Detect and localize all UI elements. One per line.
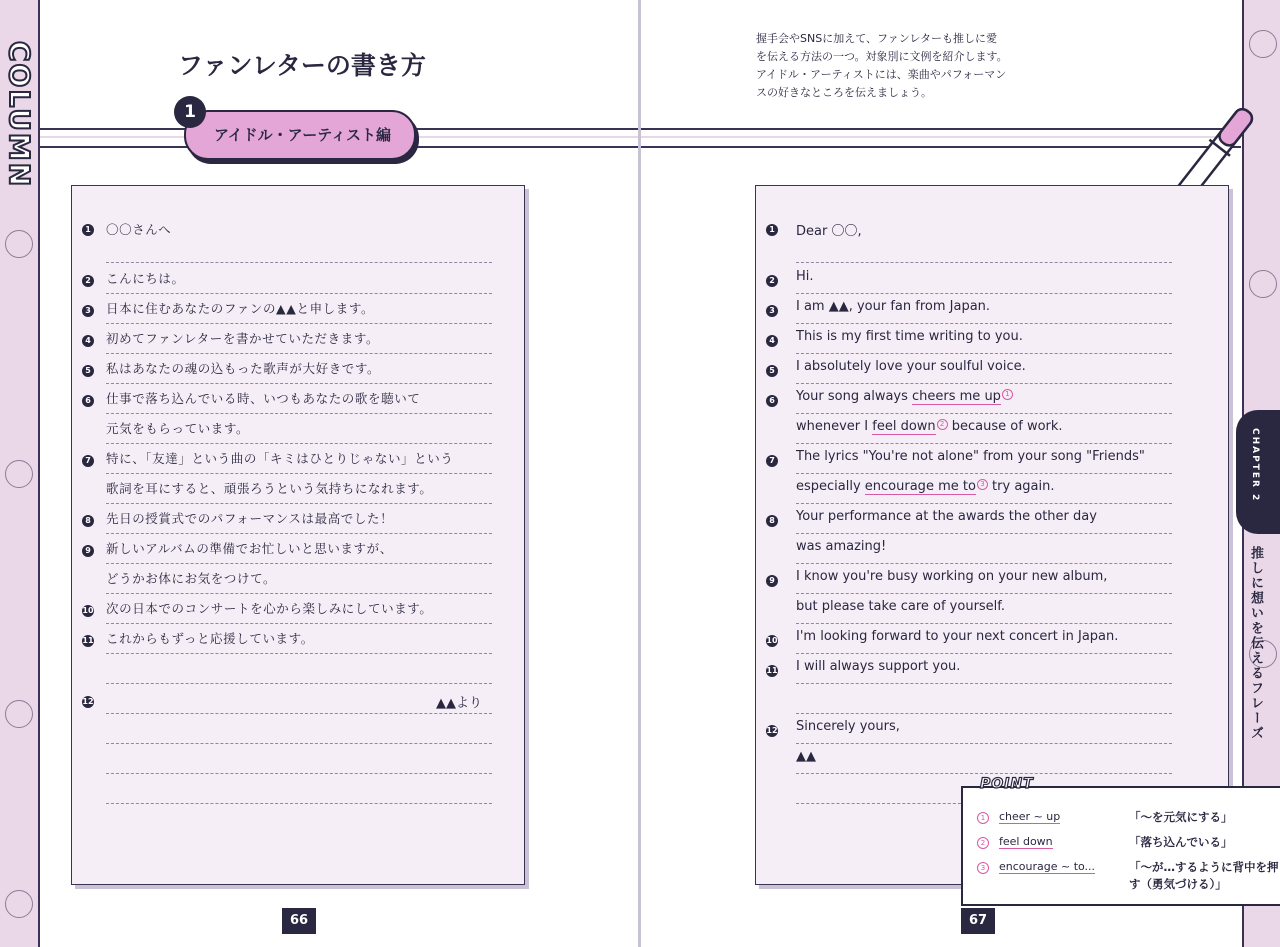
line-number-badge: 6: [82, 395, 94, 407]
letter-line-text: 初めてファンレターを書かせていただきます。: [106, 331, 380, 346]
text-segment: whenever I: [796, 419, 873, 434]
letter-line-text: Your performance at the awards the other day: [796, 509, 1097, 524]
letter-line-text: was amazing!: [796, 539, 887, 554]
line-number-badge: 4: [82, 335, 94, 347]
letter-line-text: Hi.: [796, 269, 814, 284]
letter-line-text: I will always support you.: [796, 659, 961, 674]
letter-line: [796, 473, 1172, 504]
key-phrase-feel-down: feel down: [872, 419, 936, 434]
letter-line: [796, 743, 1172, 774]
point-box: [961, 786, 1280, 906]
point-item: [977, 808, 1277, 830]
point-item-number: 3: [977, 862, 989, 874]
floral-decoration: [1249, 270, 1277, 298]
letter-line: [106, 593, 492, 624]
letter-line-text: Sincerely yours,: [796, 719, 900, 734]
page-number: 67: [961, 908, 995, 934]
letter-line: [796, 413, 1172, 444]
line-number-badge: 10: [82, 606, 94, 615]
letter-line-blank: [106, 713, 492, 744]
key-phrase-encourage-me-to: encourage me to: [864, 479, 976, 494]
letter-line-text: 歌詞を耳にすると、頑張ろうという気持ちになれます。: [106, 481, 433, 496]
letter-line: [106, 623, 492, 654]
letter-line: [796, 293, 1172, 324]
letter-line: [796, 623, 1172, 654]
letter-line-text: 新しいアルバムの準備でお忙しいと思いますが、: [106, 541, 393, 556]
letter-line: [796, 443, 1172, 474]
letter-line: [106, 443, 492, 474]
letter-line: [106, 503, 492, 534]
section-number-badge: 1: [174, 96, 206, 128]
point-item-number: 2: [977, 837, 989, 849]
letter-line: [106, 263, 492, 294]
point-item-term: encourage ~ to...: [999, 860, 1096, 873]
letter-line: [796, 533, 1172, 564]
point-item-meaning: 「～を元気にする」: [1129, 810, 1233, 824]
letter-line-text: The lyrics "You're not alone" from your song "Friends": [796, 449, 1145, 464]
line-number-badge: 8: [82, 515, 94, 527]
point-item-number: 1: [977, 812, 989, 824]
chapter-tab: [1236, 410, 1280, 534]
letter-line-text: 次の日本でのコンサートを心から楽しみにしています。: [106, 601, 433, 616]
letter-line: [796, 353, 1172, 384]
line-number-badge: 2: [82, 275, 94, 287]
letter-line-text: 先日の授賞式でのパフォーマンスは最高でした！: [106, 511, 394, 526]
point-item: [977, 833, 1277, 855]
letter-line-blank: [106, 743, 492, 774]
letter-line: [106, 683, 492, 714]
page-title: ファンレターの書き方: [178, 51, 426, 80]
letter-line-text: This is my first time writing to you.: [796, 329, 1023, 344]
line-number-badge: 12: [82, 697, 94, 706]
letter-line: [796, 593, 1172, 624]
line-number-badge: 4: [766, 335, 778, 347]
letter-line: [796, 214, 1172, 263]
text-segment: Your song always: [796, 389, 913, 404]
line-number-badge: 7: [766, 455, 778, 467]
letter-line-text: [796, 389, 1013, 404]
letter-line-text: Dear 〇〇,: [796, 224, 862, 239]
text-segment: because of work.: [947, 419, 1063, 434]
line-number-badge: 2: [766, 275, 778, 287]
letter-line: [106, 563, 492, 594]
line-number-badge: 3: [766, 305, 778, 317]
letter-line: [796, 323, 1172, 354]
point-item: [977, 858, 1279, 891]
section-pill: [184, 110, 416, 160]
letter-line-blank: [796, 683, 1172, 714]
letter-line: [106, 214, 492, 263]
letter-line-text: ▲▲: [796, 749, 816, 764]
floral-decoration: [5, 890, 33, 918]
letter-line-text: こんにちは。: [106, 271, 185, 286]
letter-line: [796, 713, 1172, 744]
letter-line: [106, 383, 492, 414]
letter-line-blank: [106, 773, 492, 804]
letter-line-text: but please take care of yourself.: [796, 599, 1006, 614]
letter-line: [106, 533, 492, 564]
letter-line-text: これからもずっと応援しています。: [106, 631, 314, 646]
point-marker: 3: [977, 479, 988, 490]
line-number-badge: 6: [766, 395, 778, 407]
letter-line-text: I know you're busy working on your new album,: [796, 569, 1108, 584]
letter-line: [796, 263, 1172, 294]
chapter-tab-label: CHAPTER 2: [1250, 428, 1260, 503]
letter-line-blank: [106, 653, 492, 684]
point-item-term: feel down: [999, 835, 1053, 848]
point-item-term: cheer ~ up: [999, 810, 1061, 823]
line-number-badge: 9: [766, 575, 778, 587]
floral-decoration: [5, 460, 33, 488]
letter-line: [106, 353, 492, 384]
text-segment: especially: [796, 479, 865, 494]
letter-line: [796, 653, 1172, 684]
line-number-badge: 11: [82, 636, 94, 645]
letter-signature: ▲▲より: [436, 696, 482, 711]
letter-line: [796, 383, 1172, 414]
line-number-badge: 12: [766, 726, 778, 735]
page-number: 66: [282, 908, 316, 934]
letter-line-text: 仕事で落ち込んでいる時、いつもあなたの歌を聴いて: [106, 391, 421, 406]
line-number-badge: 11: [766, 666, 778, 675]
point-title: POINT: [980, 776, 1034, 792]
letter-line-text: I absolutely love your soulful voice.: [796, 359, 1026, 374]
letter-line-text: I am ▲▲, your fan from Japan.: [796, 299, 991, 314]
letter-line: [106, 293, 492, 324]
letter-line: [106, 323, 492, 354]
letter-line-text: I'm looking forward to your next concert in Japan.: [796, 629, 1119, 644]
line-number-badge: 7: [82, 455, 94, 467]
line-number-badge: 10: [766, 636, 778, 645]
letter-line-text: [796, 419, 1063, 434]
point-marker: 1: [1002, 389, 1013, 400]
floral-decoration: [5, 700, 33, 728]
point-marker: 2: [937, 419, 948, 430]
letter-line-text: 私はあなたの魂の込もった歌声が大好きです。: [106, 361, 381, 376]
point-item-meaning: 「落ち込んでいる」: [1129, 835, 1233, 849]
section-label: アイドル・アーティスト編: [214, 126, 392, 144]
letter-line-text: 日本に住むあなたのファンの▲▲と申します。: [106, 301, 375, 316]
floral-decoration: [1249, 30, 1277, 58]
letter-line-text: どうかお体にお気をつけて。: [106, 571, 277, 586]
letter-line-text: 〇〇さんへ: [106, 222, 172, 237]
letter-card-japanese: [71, 185, 525, 885]
letter-line-text: 特に、「友達」という曲の「キミはひとりじゃない」という: [106, 451, 454, 466]
line-number-badge: 1: [766, 224, 778, 236]
letter-line: [106, 413, 492, 444]
column-label: COLUMN: [3, 41, 36, 189]
floral-decoration: [5, 230, 33, 258]
line-number-badge: 3: [82, 305, 94, 317]
letter-line: [796, 563, 1172, 594]
letter-line: [796, 503, 1172, 534]
line-number-badge: 5: [82, 365, 94, 377]
letter-line: [106, 473, 492, 504]
text-segment: try again.: [987, 479, 1055, 494]
intro-paragraph: 握手会やSNSに加えて、ファンレターも推しに愛を伝える方法の一つ。対象別に文例を紹介します。アイドル・アーティストには、楽曲やパフォーマンスの好きなところを伝えましょう。: [756, 32, 1008, 99]
line-number-badge: 5: [766, 365, 778, 377]
line-number-badge: 8: [766, 515, 778, 527]
chapter-title: 推しに想いを伝えるフレーズ: [1248, 546, 1263, 741]
line-number-badge: 9: [82, 545, 94, 557]
letter-line-text: [796, 479, 1055, 494]
point-item-meaning: 「～が…するように背中を押す（勇気づける）」: [1129, 860, 1279, 891]
letter-line-text: 元気をもらっています。: [106, 421, 250, 436]
letter-line-blank: [796, 773, 966, 804]
key-phrase-cheers-me-up: cheers me up: [912, 389, 1001, 404]
line-number-badge: 1: [82, 224, 94, 236]
